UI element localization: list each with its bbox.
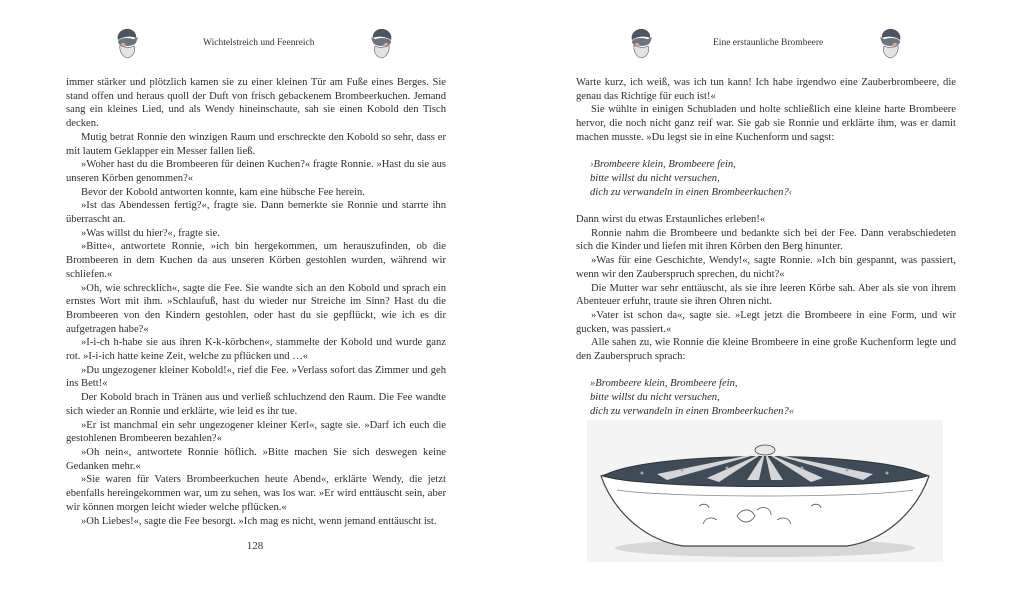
verse-line: bitte willst du nicht versuchen, xyxy=(590,172,720,184)
paragraph: »Was für eine Geschichte, Wendy!«, sagte Ronnie. »Ich bin gespannt, was passiert, wenn wir den Zauberspruch sprechen, du nicht?« xyxy=(576,255,956,280)
page-number: 128 xyxy=(246,540,264,552)
left-running-title: Wichtelstreich und Feenreich xyxy=(203,38,315,48)
paragraph: »Sie waren für Vaters Brombeerkuchen heute Abend«, erklärte Wendy, die jetzt ebenfalls hereingekommen war, um zu sehen, was los war. »Er wird enttäuscht sein, aber wir können morgen leicht wieder welche pflücken.« xyxy=(66,474,446,513)
paragraph: »Du ungezogener kleiner Kobold!«, rief die Fee. »Verlass sofort das Zimmer und geh ins Bett!« xyxy=(66,364,446,390)
paragraph: Dann wirst du etwas Erstaunliches erleben!« xyxy=(576,214,766,225)
paragraph: »Oh Liebes!«, sagte die Fee besorgt. »Ich mag es nicht, wenn jemand enttäuscht ist. xyxy=(81,515,437,527)
paragraph: »I-i-ch h-habe sie aus ihren K-k-körbchen«, stammelte der Kobold und wurde ganz rot. »I-i-ich hatte keine Zeit, welche zu pflücken und …« xyxy=(66,337,446,363)
gnome-head-icon xyxy=(367,26,397,60)
verse-line: bitte willst du nicht versuchen, xyxy=(590,392,720,404)
gnome-head-icon xyxy=(876,26,906,60)
verse-line: ›Brombeere klein, Brombeere fein, xyxy=(590,159,736,171)
paragraph: Sie wühlte in einigen Schubladen und holte schließlich eine kleine harte Brombeere hervor, die noch nicht ganz reif war. Sie gab sie Ronnie und erklärte ihm, was er damit machen musste. »Du legst sie in eine Kuchenform und sagst: xyxy=(576,104,956,143)
paragraph: »Oh, wie schrecklich«, sagte die Fee. Sie wandte sich an den Kobold und sprach ein ernstes Wort mit ihm. »Schlaufuß, hast du wieder nur Streiche im Sinn? Hast du die Brombeeren von den Kindern gestohlen, oder hast du sie gepflückt, wie ich es dir aufgetragen habe?« xyxy=(66,282,446,335)
verse-line: dich zu verwandeln in einen Brombeerkuchen?‹ xyxy=(590,186,793,198)
spell-verse xyxy=(590,377,956,418)
paragraph: »Vater ist schon da«, sagte sie. »Legt jetzt die Brombeere in eine Form, und wir gucken, was passiert.« xyxy=(576,309,956,335)
paragraph: Warte kurz, ich weiß, was ich tun kann! Ich habe irgendwo eine Zauberbrombeere, die genau das Richtige für euch ist!« xyxy=(576,77,956,102)
right-body-text xyxy=(576,76,956,419)
left-body-text xyxy=(66,76,446,528)
blackberry-pie-illustration xyxy=(587,420,943,562)
gnome-head-icon xyxy=(626,26,656,60)
left-page-header xyxy=(0,26,510,62)
spell-verse xyxy=(590,158,956,199)
gnome-head-icon xyxy=(112,26,142,60)
verse-line: »Brombeere klein, Brombeere fein, xyxy=(590,378,738,390)
paragraph: Ronnie nahm die Brombeere und bedankte sich bei der Fee. Dann verabschiedeten sich die Kinder und liefen mit ihren Körben den Berg hinunter. xyxy=(576,227,956,253)
paragraph: Bevor der Kobold antworten konnte, kam eine hübsche Fee herein. xyxy=(81,186,365,198)
paragraph: »Oh nein«, antwortete Ronnie höflich. »Bitte machen Sie sich deswegen keine Gedanken mehr.« xyxy=(66,446,446,472)
paragraph: Der Kobold brach in Tränen aus und verließ schluchzend den Raum. Die Fee wandte sich wieder an Ronnie und erklärte, wie leid es ihr tue. xyxy=(66,392,446,417)
paragraph: Alle sahen zu, wie Ronnie die kleine Brombeere in eine große Kuchenform legte und den Zauberspruch sprach: xyxy=(576,337,956,363)
paragraph: Mutig betrat Ronnie den winzigen Raum und erschreckte den Kobold so sehr, dass er mit lautem Geklapper ein Messer fallen ließ. xyxy=(66,131,446,157)
paragraph: immer stärker und plötzlich kamen sie zu einer kleinen Tür am Fuße eines Berges. Sie stand offen und heraus quoll der Duft von frisch gebackenem Brombeerkuchen. Jemand sang ein kleines Lied, und als Wendy hineinschaute, sah sie einen Kobold den Tisch decken. xyxy=(66,77,446,130)
paragraph: »Bitte«, antwortete Ronnie, »ich bin hergekommen, um herauszufinden, ob die Brombeeren in dem Kuchen da aus unseren Körben gestohlen wurden, während wir schliefen.« xyxy=(66,241,446,280)
right-page-header xyxy=(510,26,1020,62)
paragraph: »Was willst du hier?«, fragte sie. xyxy=(81,227,220,239)
verse-line: dich zu verwandeln in einen Brombeerkuchen?« xyxy=(590,405,795,417)
paragraph: »Er ist manchmal ein sehr ungezogener kleiner Kerl«, sagte sie. »Darf ich euch die gestohlenen Brombeeren bezahlen?« xyxy=(66,419,446,445)
right-running-title: Eine erstaunliche Brombeere xyxy=(713,38,824,48)
paragraph: Die Mutter war sehr enttäuscht, als sie ihre leeren Körbe sah. Aber als sie von ihrem Abenteuer erfuhr, traute sie ihren Ohren nicht. xyxy=(576,282,956,308)
paragraph: »Woher hast du die Brombeeren für deinen Kuchen?« fragte Ronnie. »Hast du sie aus unseren Körben genommen?« xyxy=(66,159,446,184)
paragraph: »Ist das Abendessen fertig?«, fragte sie. Dann bemerkte sie Ronnie und starrte ihn überrascht an. xyxy=(66,200,446,226)
